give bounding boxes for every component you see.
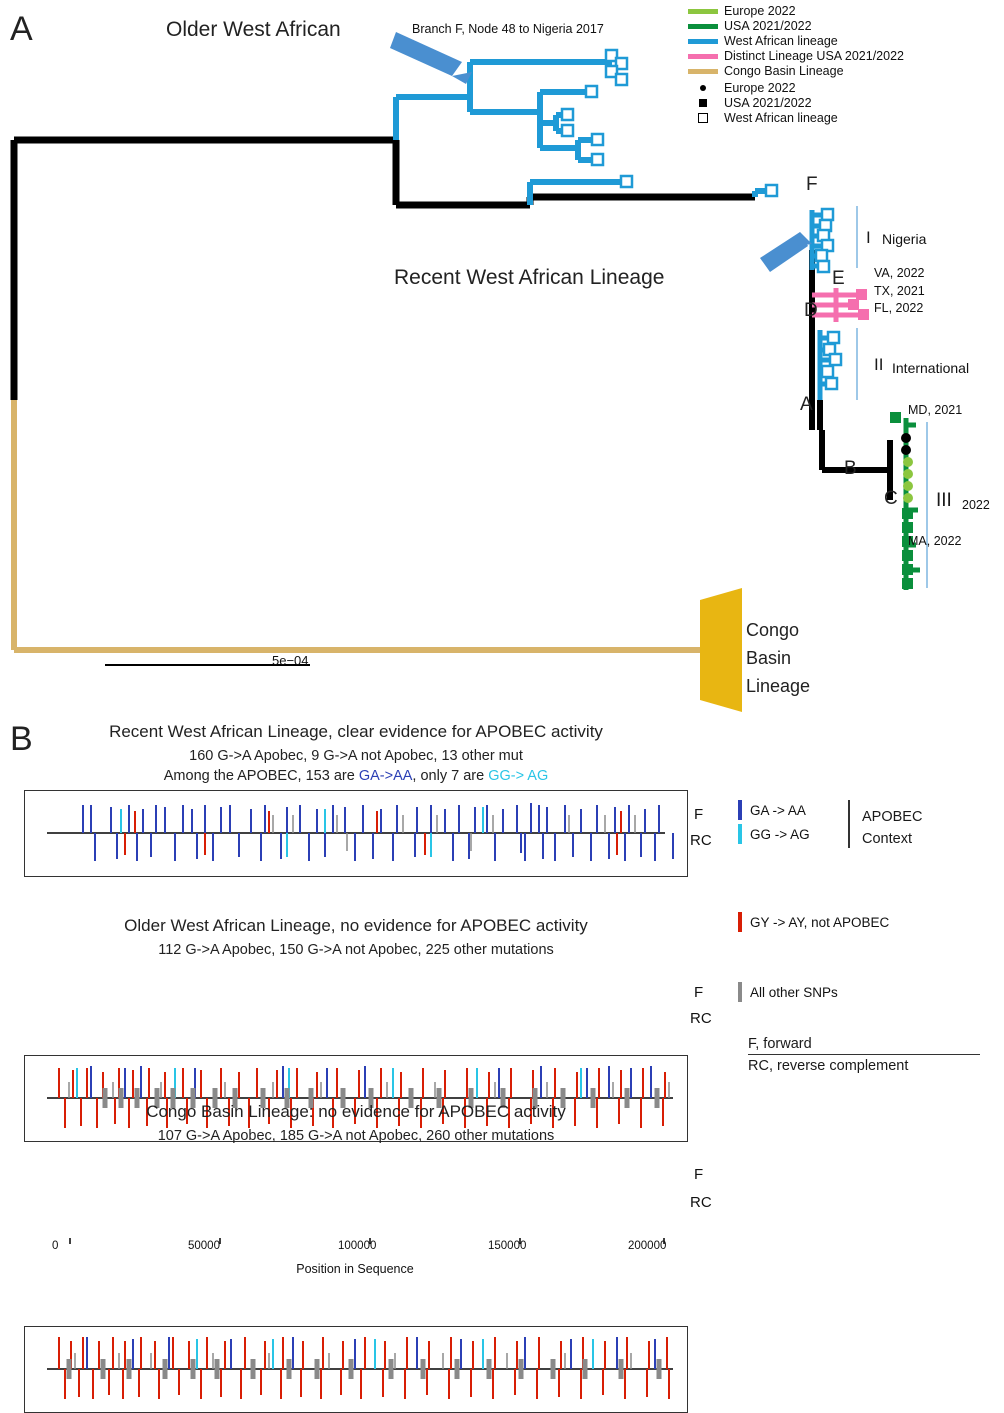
clade-numeral-two: II bbox=[874, 355, 884, 374]
section1-rc-label: RC bbox=[690, 832, 712, 849]
track-recent-west-african bbox=[24, 790, 688, 877]
legend-line-usa: USA 2021/2022 bbox=[688, 19, 904, 33]
legend-f-forward: F, forward bbox=[748, 1036, 812, 1052]
tip-label-nigeria: Nigeria bbox=[882, 231, 927, 247]
legend-mark-europe-2022: Europe 2022 bbox=[688, 81, 904, 95]
x-tick-100000: 100000 bbox=[338, 1240, 377, 1252]
section1-f-label: F bbox=[694, 806, 704, 823]
x-tick-50000: 50000 bbox=[188, 1240, 220, 1252]
legend-line-congo-basin: Congo Basin Lineage bbox=[688, 64, 904, 78]
annotation-congo-basin: Congo Basin Lineage bbox=[746, 620, 811, 696]
section3-f-label: F bbox=[694, 1166, 704, 1183]
section3-rc-label: RC bbox=[690, 1194, 712, 1211]
node-label-e: E bbox=[832, 268, 845, 289]
annotation-branch-note: Branch F, Node 48 to Nigeria 2017 bbox=[412, 22, 604, 36]
node-label-a: A bbox=[800, 394, 813, 415]
node-label-d: D bbox=[804, 300, 818, 321]
section3-title: Congo Basin Lineage: no evidence for APOBEC activity bbox=[146, 1102, 566, 1121]
legend-gg-ag: GG -> AG bbox=[738, 824, 810, 844]
tip-label-va-2022: VA, 2022 bbox=[874, 266, 925, 280]
legend-mark-usa: USA 2021/2022 bbox=[688, 96, 904, 110]
legend-line-europe-2022: Europe 2022 bbox=[688, 4, 904, 18]
node-label-f: F bbox=[806, 174, 818, 195]
legend-other-snps: All other SNPs bbox=[738, 982, 838, 1006]
section1-sub2-pre: Among the APOBEC, 153 are bbox=[163, 768, 359, 784]
section1-sub2 bbox=[26, 768, 686, 784]
tip-label-md-2021: MD, 2021 bbox=[908, 403, 963, 417]
bracket-international bbox=[856, 328, 858, 400]
apobec-context-label: APOBEC Context bbox=[862, 809, 923, 847]
legend-mark-west-african: West African lineage bbox=[688, 111, 904, 125]
section2-f-label: F bbox=[694, 984, 704, 1001]
section1-sub1: 160 G->A Apobec, 9 G->A not Apobec, 13 other mut bbox=[189, 748, 523, 764]
track-congo-basin bbox=[24, 1326, 688, 1413]
tip-label-fl-2022: FL, 2022 bbox=[874, 301, 924, 315]
x-tick-150000: 150000 bbox=[488, 1240, 527, 1252]
legend-gy-ay: GY -> AY, not APOBEC bbox=[738, 912, 889, 936]
section2-rc-label: RC bbox=[690, 1010, 712, 1027]
legend-rc-reverse: RC, reverse complement bbox=[748, 1058, 909, 1074]
tip-label-tx-2021: TX, 2021 bbox=[874, 284, 925, 298]
legend-line-distinct-usa: Distinct Lineage USA 2021/2022 bbox=[688, 49, 904, 63]
legend-ga-aa: GA -> AA bbox=[738, 800, 810, 820]
node-label-b: B bbox=[844, 458, 857, 479]
clade-numeral-three: III bbox=[936, 490, 952, 511]
panel-b-letter: B bbox=[10, 720, 33, 758]
tip-label-clade-2022: 2022 bbox=[962, 498, 990, 512]
tip-label-international: International bbox=[892, 360, 970, 376]
section1-sub2-cyan: GG-> AG bbox=[488, 768, 549, 784]
node-label-c: C bbox=[884, 488, 898, 509]
legend-divider bbox=[748, 1054, 980, 1055]
section3-sub1: 107 G->A Apobec, 185 G->A not Apobec, 260 other mutations bbox=[157, 1128, 555, 1144]
annotation-recent-west-african: Recent West African Lineage bbox=[394, 266, 665, 289]
section2-title: Older West African Lineage, no evidence for APOBEC activity bbox=[124, 916, 588, 935]
section2-sub1: 112 G->A Apobec, 150 G->A not Apobec, 225 other mutations bbox=[158, 942, 554, 958]
section1-sub2-mid: , only 7 are bbox=[412, 768, 489, 784]
bracket-2022 bbox=[926, 422, 928, 588]
clade-numeral-one: I bbox=[866, 228, 871, 247]
section1-title: Recent West African Lineage, clear evidence for APOBEC activity bbox=[109, 722, 603, 741]
scale-bar-label: 5e−04 bbox=[272, 653, 309, 668]
apobec-bracket bbox=[848, 800, 850, 848]
mutation-legend bbox=[738, 800, 810, 848]
annotation-older-west-african: Older West African bbox=[166, 18, 341, 41]
tip-label-ma-2022: MA, 2022 bbox=[908, 534, 962, 548]
bracket-nigeria bbox=[856, 206, 858, 268]
x-tick-200000: 200000 bbox=[628, 1240, 667, 1252]
legend-line-west-african: West African lineage bbox=[688, 34, 904, 48]
section1-sub2-blue: GA->AA bbox=[358, 768, 413, 784]
panel-a-letter: A bbox=[10, 10, 33, 48]
x-axis-title: Position in Sequence bbox=[296, 1262, 414, 1276]
x-tick-0: 0 bbox=[52, 1240, 59, 1252]
